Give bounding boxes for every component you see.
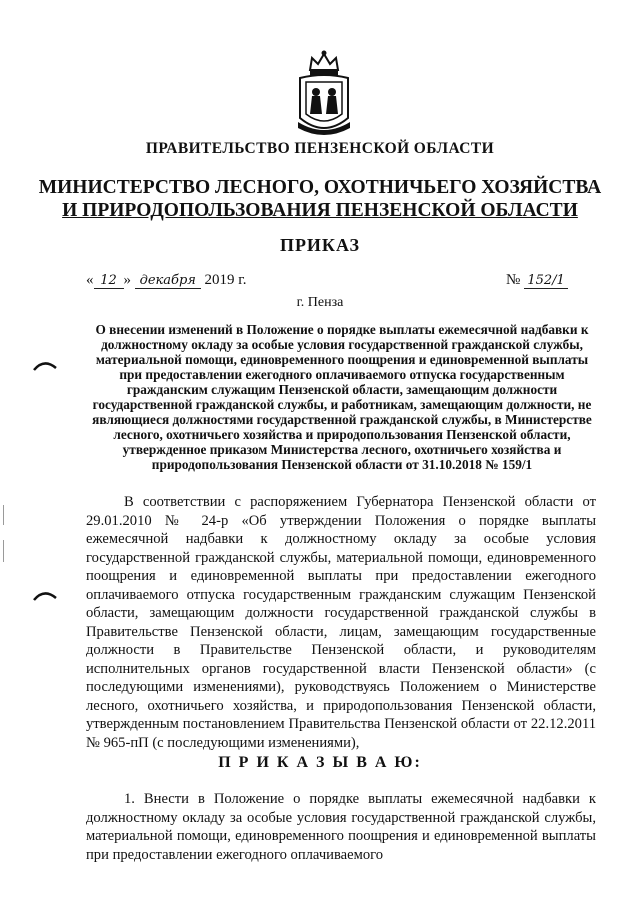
scan-edge-line	[3, 505, 4, 525]
number-label: №	[506, 272, 521, 288]
clause-1-paragraph: 1. Внести в Положение о порядке выплаты ежемесячной надбавки к должностному окладу за особые условия государственной гражданской службы, материальной помощи, единовременного поощрения и единовременной выплаты при предоставлении ежегодного оплачиваемого	[86, 791, 596, 863]
number-value: 152/1	[524, 273, 568, 289]
order-number	[506, 272, 568, 289]
preamble-paragraph: В соответствии с распоряжением Губернатора Пензенской области от 29.01.2010 № 24-р «Об утверждении Положения о порядке выплаты ежемесячной надбавки к должностному окладу за особые условия государственной гражданской службы, материальной помощи, единовременного поощрения и единовременной выплаты при предоставлении ежегодного оплачиваемого отпуска государственным гражданским служащим Пензенской области, замещающим должности государственной гражданской службы в Правительстве Пензенской области, лицам, замещающим государственные должности в Правительстве Пензенской области, и руководителям исполнительных органов государственной власти Пензенской области» (с последующими изменениями), руководствуясь Положением о Министерстве лесного, охотничьего хозяйства, и природопользования Пензенской области, утвержденным постановлением Правительства Пензенской области от 22.12.2011 № 965-пП (с последующими изменениями),	[86, 494, 596, 751]
document-type: ПРИКАЗ	[279, 235, 361, 255]
order-date	[86, 272, 246, 289]
scan-mark-icon	[32, 588, 58, 602]
ministry-heading-line2: И ПРИРОДОПОЛЬЗОВАНИЯ ПЕНЗЕНСКОЙ ОБЛАСТИ	[62, 200, 578, 221]
order-month: декабря	[135, 273, 201, 289]
ministry-heading-line1: МИНИСТЕРСТВО ЛЕСНОГО, ОХОТНИЧЬЕГО ХОЗЯЙСТВА	[38, 177, 602, 198]
order-day: 12	[94, 273, 124, 289]
coat-of-arms-icon	[292, 48, 356, 138]
quote-open: «	[86, 272, 94, 288]
order-year: 2019 г.	[204, 272, 247, 288]
city: г. Пенза	[296, 295, 344, 310]
government-heading: ПРАВИТЕЛЬСТВО ПЕНЗЕНСКОЙ ОБЛАСТИ	[145, 140, 495, 157]
quote-close: »	[123, 272, 131, 288]
decree-heading: П Р И К А З Ы В А Ю:	[218, 754, 422, 771]
scan-edge-line	[3, 540, 4, 562]
ministry-heading	[0, 176, 640, 222]
scan-mark-icon	[32, 358, 58, 372]
order-title: О внесении изменений в Положение о порядке выплаты ежемесячной надбавки к должностному окладу за особые условия государственной гражданской службы, материальной помощи, единовременного поощрения и единовременной выплаты при предоставлении ежегодного оплачиваемого отпуска государственным гражданским служащим Пензенской области, замещающим должности государственной гражданской службы, и работникам, замещающим должности, не являющиеся должностями государственной гражданской службы, в Министерстве лесного, охотничьего хозяйства и природопользования Пензенской области, утвержденное приказом Министерства лесного, охотничьего хозяйства и природопользования Пензенской области от 31.10.2018 № 159/1	[92, 322, 592, 472]
